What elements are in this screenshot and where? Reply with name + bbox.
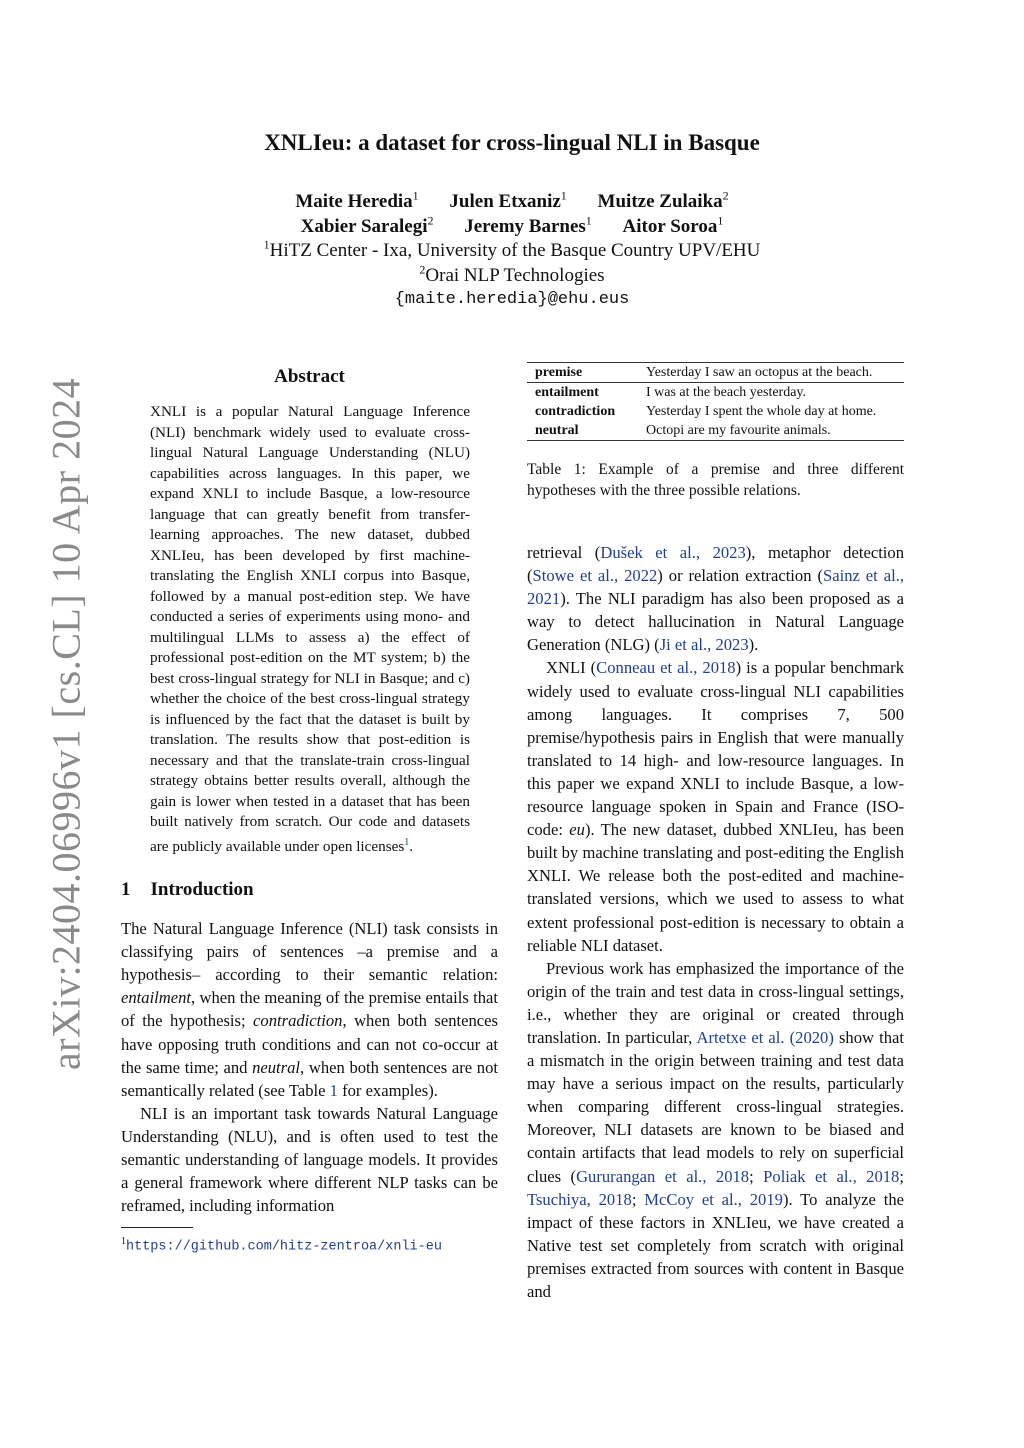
table-cell-label: contradiction — [535, 404, 616, 419]
affiliation-mark: 1 — [585, 213, 592, 228]
section-number: 1 — [121, 879, 131, 901]
affiliation-2: $^2$Orai NLP Technologies — [419, 262, 605, 286]
affiliation-mark: 1 — [560, 188, 567, 203]
intro-paragraph-2: NLI is an important task towards Natural Language Understanding (NLU), and is often used to test the semantic understanding of language models. It provides a general framework where different NLP tasks can be reframed, including information — [121, 1103, 498, 1216]
author-name: Maite Heredia — [295, 191, 413, 212]
right-paragraph-2: XNLI (Conneau et al., 2018) is a popular benchmark widely used to evaluate cross-lingual NLI capabilities among languages. It comprises 7, 500 premise/hypothesis pairs in English that were manually translated to 14 high- and low-resource languages. In this paper we expand XNLI to include Basque, a low-resource language spoken in Spain and France (ISO-code: eu). The new dataset, dubbed XNLIeu, has been built by machine translating and post-editing the English XNLI. We release both the post-edited and machine-translated versions, which we used to assess to what extent professional post-edition is necessary to obtain a reliable NLI dataset. — [527, 658, 904, 955]
table-caption: Table 1: Example of a premise and three different hypotheses with the three possible relations. — [527, 461, 904, 499]
right-column — [527, 362, 904, 1303]
footnote-url-link[interactable]: https://github.com/hitz-zentroa/xnli-eu — [126, 1239, 442, 1255]
affiliation-mark: 2 — [722, 188, 729, 203]
author-block — [0, 190, 1024, 313]
contact-email: {maite.heredia}@ehu.eus — [394, 290, 630, 309]
intro-paragraph-1: The Natural Language Inference (NLI) task consists in classifying pairs of sentences –a premise and a hypothesis– according to their semantic relation: entailment, when the meaning of the premise entails that of the hypothesis; contradiction, when both sentences have opposing truth conditions and can not co-occur at the same time; and neutral, when both sentences are not semantically related (see Table 1 for examples). — [121, 919, 498, 1100]
abstract-text: XNLI is a popular Natural Language Inference (NLI) benchmark widely used to evaluate cross-lingual Natural Language Understanding (NLU) capabilities across languages. In this paper, we expand XNLI to include Basque, a low-resource language that can greatly benefit from transfer-learning approaches. The new dataset, dubbed XNLIeu, has been developed by first machine-translating the English XNLI corpus into Basque, followed by a manual post-edition step. We have conducted a series of experiments using mono- and multilingual LLMs to assess a) the effect of professional post-edition on the MT system; b) the best cross-lingual strategy for NLI in Basque; and c) whether the choice of the best cross-lingual strategy is influenced by the fact that the dataset is built by translation. The results show that post-edition is necessary and that the translate-train cross-lingual strategy obtains better results overall, although the gain is lower when tested in a dataset that has been built natively from scratch. Our code and datasets are publicly available under open licenses$^1$. — [150, 403, 470, 855]
section-heading-introduction — [121, 879, 498, 901]
table-cell-text: I was at the beach yesterday. — [646, 385, 807, 400]
table-row — [527, 402, 904, 421]
arxiv-identifier: arXiv:2404.06996v1 [cs.CL] 10 Apr 2024 — [43, 377, 89, 1071]
citation-link[interactable]: Gururangan et al., 2018 — [576, 1166, 750, 1186]
citation-link[interactable]: Conneau et al., 2018 — [596, 658, 736, 678]
citation-link[interactable]: Ji et al., 2023 — [659, 635, 749, 655]
author-name: Aitor Soroa — [622, 215, 718, 237]
abstract-heading: Abstract — [274, 366, 345, 387]
right-paragraph-3: Previous work has emphasized the importance of the origin of the train and test data in cross-lingual settings, i.e., whether they are original or created through translation. In particular, Artetxe et al. (2020) show that a mismatch in the origin between training and test data may have a serious impact on the results, particularly when comparing different cross-lingual strategies. Moreover, NLI datasets are known to be biased and contain artifacts that lead models to rely on superficial clues (Gururangan et al., 2018; Poliak et al., 2018; Tsuchiya, 2018; McCoy et al., 2019). To analyze the impact of these factors in XNLIeu, we have created a Native test set completely from scratch with original premises extracted from sources with content in Basque and — [527, 958, 904, 1301]
citation-link[interactable]: McCoy et al., 2019 — [644, 1189, 783, 1209]
table-row — [527, 383, 904, 403]
table-cell-label: neutral — [535, 423, 579, 438]
citation-link[interactable]: Poliak et al., 2018 — [763, 1166, 900, 1186]
section-title: Introduction — [150, 879, 254, 901]
author-name: Muitze Zulaika — [597, 191, 723, 212]
author-name: Jeremy Barnes — [464, 215, 586, 237]
table-cell-text: Yesterday I saw an octopus at the beach. — [638, 363, 904, 383]
example-table — [527, 362, 904, 441]
table-ref-link[interactable]: 1 — [329, 1080, 338, 1100]
affiliation-mark: 1 — [717, 213, 724, 228]
citation-link[interactable]: Artetxe et al. (2020) — [696, 1027, 834, 1047]
affiliation-mark: 2 — [427, 213, 434, 228]
citation-link[interactable]: Tsuchiya, 2018 — [527, 1189, 632, 1209]
author-row-2 — [0, 215, 1024, 240]
table-cell-text: Octopi are my favourite animals. — [646, 423, 831, 438]
author-name: Xabier Saralegi — [300, 215, 428, 237]
author-name: Julen Etxaniz — [449, 191, 561, 212]
left-column — [121, 366, 498, 1257]
citation-link[interactable]: Dušek et al., 2023 — [600, 543, 746, 562]
citation-link[interactable]: Sainz et al., 2021 — [527, 566, 904, 609]
paper-title: XNLIeu: a dataset for cross-lingual NLI in Basque — [264, 130, 760, 155]
table-row — [527, 421, 904, 441]
author-row-1 — [0, 190, 1024, 215]
affiliation-1: $^1$HiTZ Center - Ixa, University of the Basque Country UPV/EHU — [263, 237, 761, 261]
footnote-divider — [121, 1227, 193, 1228]
table-cell-label: premise — [527, 363, 638, 383]
citation-link[interactable]: Stowe et al., 2022 — [532, 566, 658, 586]
footnote: $^1$https://github.com/hitz-zentroa/xnli-eu — [121, 1236, 442, 1255]
affiliation-mark: 1 — [412, 188, 419, 203]
table-cell-text: Yesterday I spent the whole day at home. — [646, 404, 877, 419]
table-row — [527, 363, 904, 383]
table-cell-label: entailment — [535, 385, 599, 400]
footnote-ref[interactable]: 1 — [404, 836, 410, 848]
right-paragraph-1: retrieval (Dušek et al., 2023), metaphor detection (Stowe et al., 2022) or relation extraction (Sainz et al., 2021). The NLI paradigm has also been proposed as a way to detect hallucination in Natural Language Generation (NLG) (Ji et al., 2023). — [527, 543, 905, 655]
